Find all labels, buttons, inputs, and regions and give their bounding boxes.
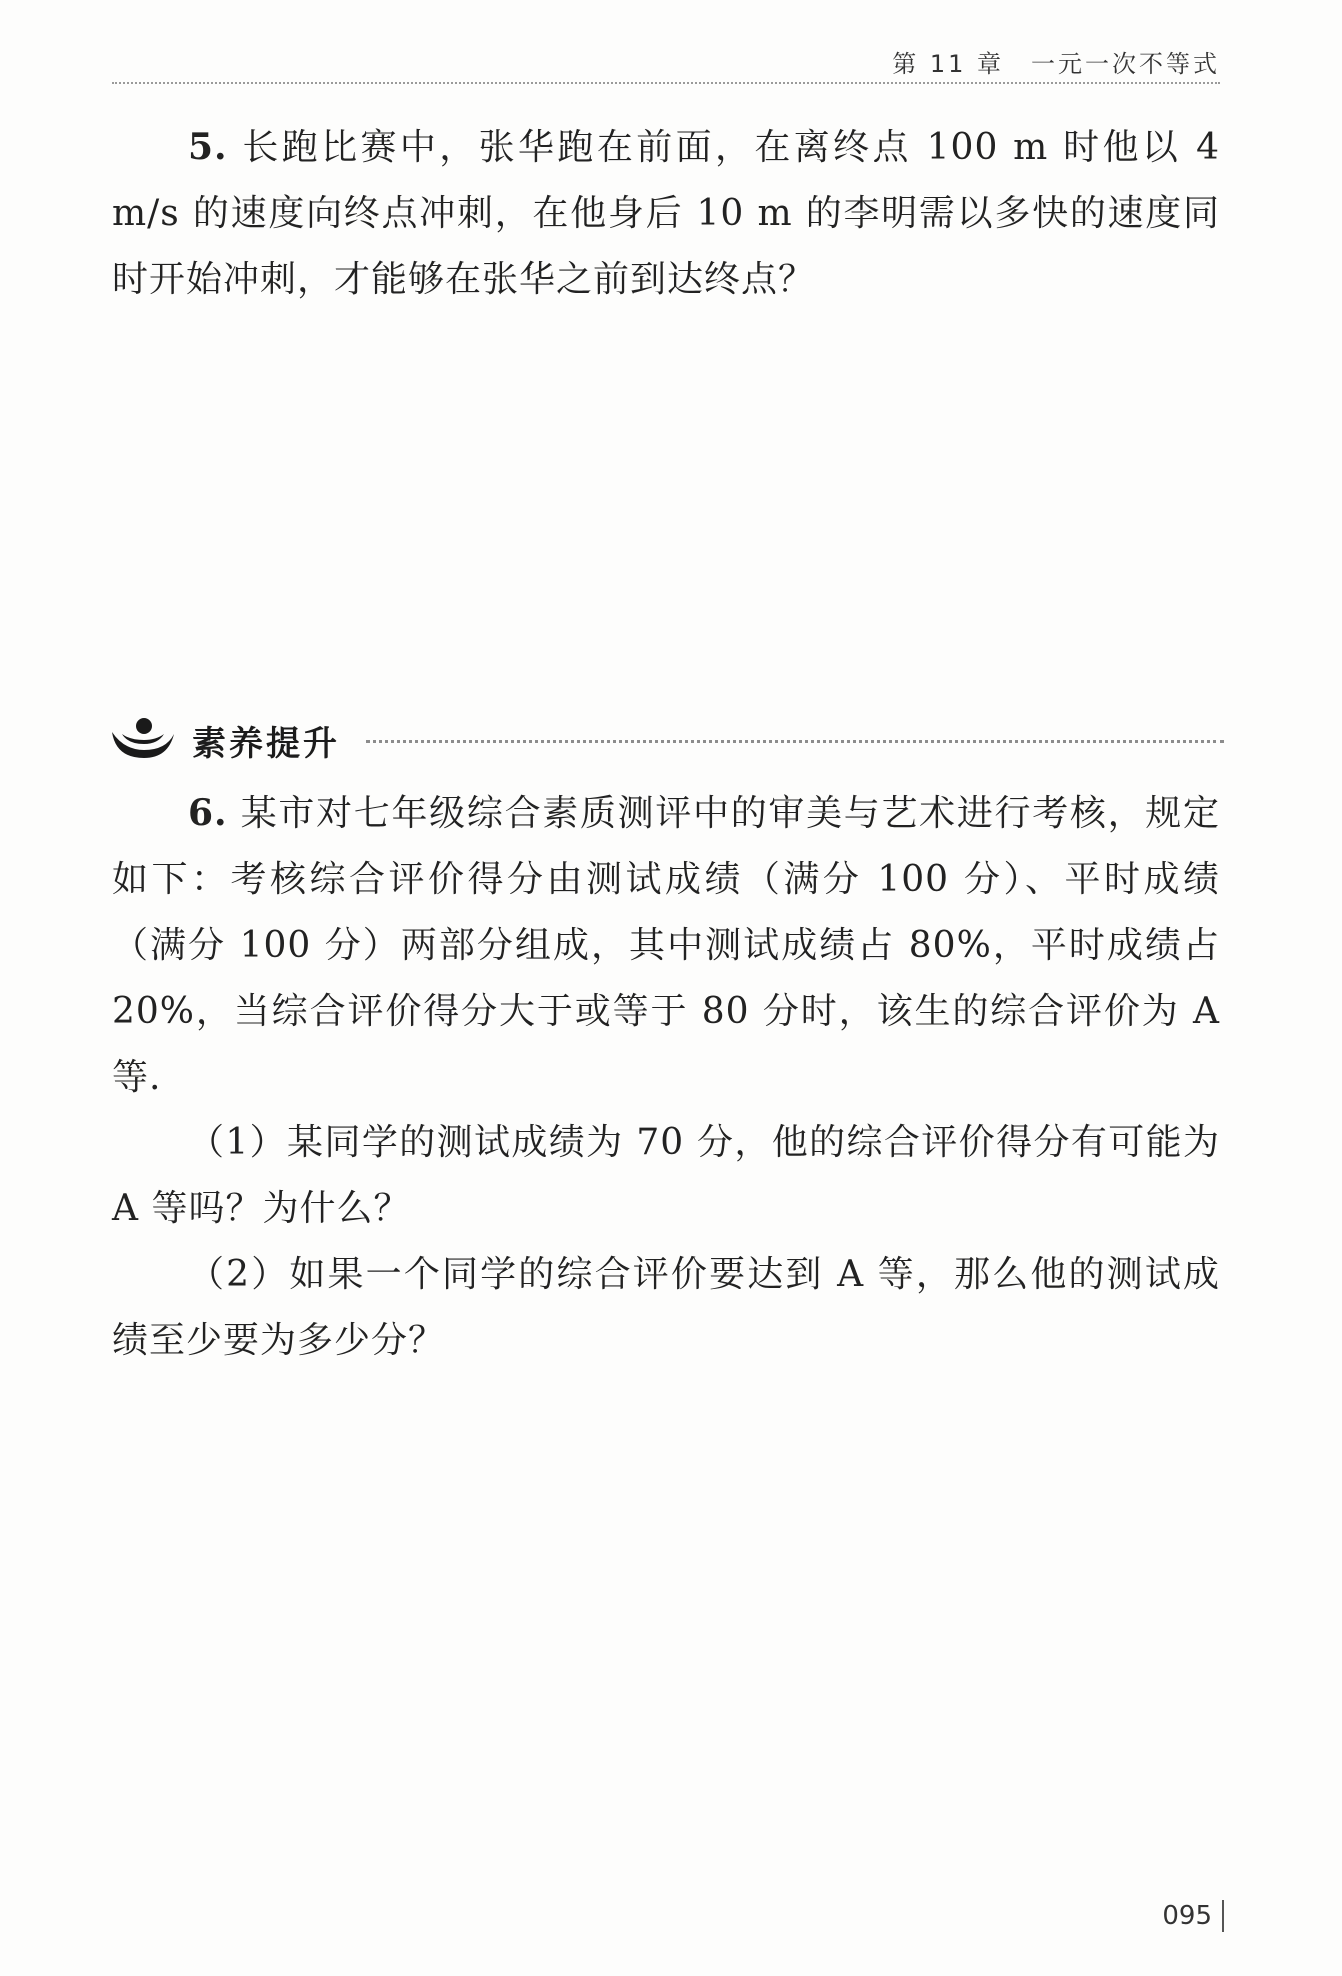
- problem-6: [112, 780, 1220, 1111]
- page-number: 095: [1162, 1900, 1224, 1932]
- section-emblem-icon: [108, 712, 178, 764]
- problem-5: [112, 114, 1220, 313]
- chapter-title: 第 11 章 一元一次不等式: [892, 50, 1220, 78]
- problem-6-part-2: （2）如果一个同学的综合评价要达到 A 等，那么他的测试成绩至少要为多少分？: [112, 1254, 1220, 1361]
- section-heading: [108, 710, 1224, 766]
- page-header: [112, 42, 1220, 84]
- section-title: 素养提升: [192, 724, 340, 764]
- problem-6-text: 某市对七年级综合素质测评中的审美与艺术进行考核，规定如下：考核综合评价得分由测试成绩（满分 100 分）、平时成绩（满分 100 分）两部分组成，其中测试成绩占 80%，平时成绩占 20%，当综合评价得分大于或等于 80 分时，该生的综合评价为 A 等.: [112, 793, 1220, 1098]
- problem-6-part-1: （1）某同学的测试成绩为 70 分，他的综合评价得分有可能为 A 等吗？为什么？: [112, 1122, 1220, 1229]
- problem-6-number: 6.: [188, 792, 228, 834]
- problem-5-text: 长跑比赛中，张华跑在前面，在离终点 100 m 时他以 4 m/s 的速度向终点冲刺，在他身后 10 m 的李明需以多快的速度同时开始冲刺，才能够在张华之前到达终点？: [112, 127, 1220, 300]
- problem-5-number: 5.: [188, 126, 228, 168]
- section-divider: [366, 740, 1224, 743]
